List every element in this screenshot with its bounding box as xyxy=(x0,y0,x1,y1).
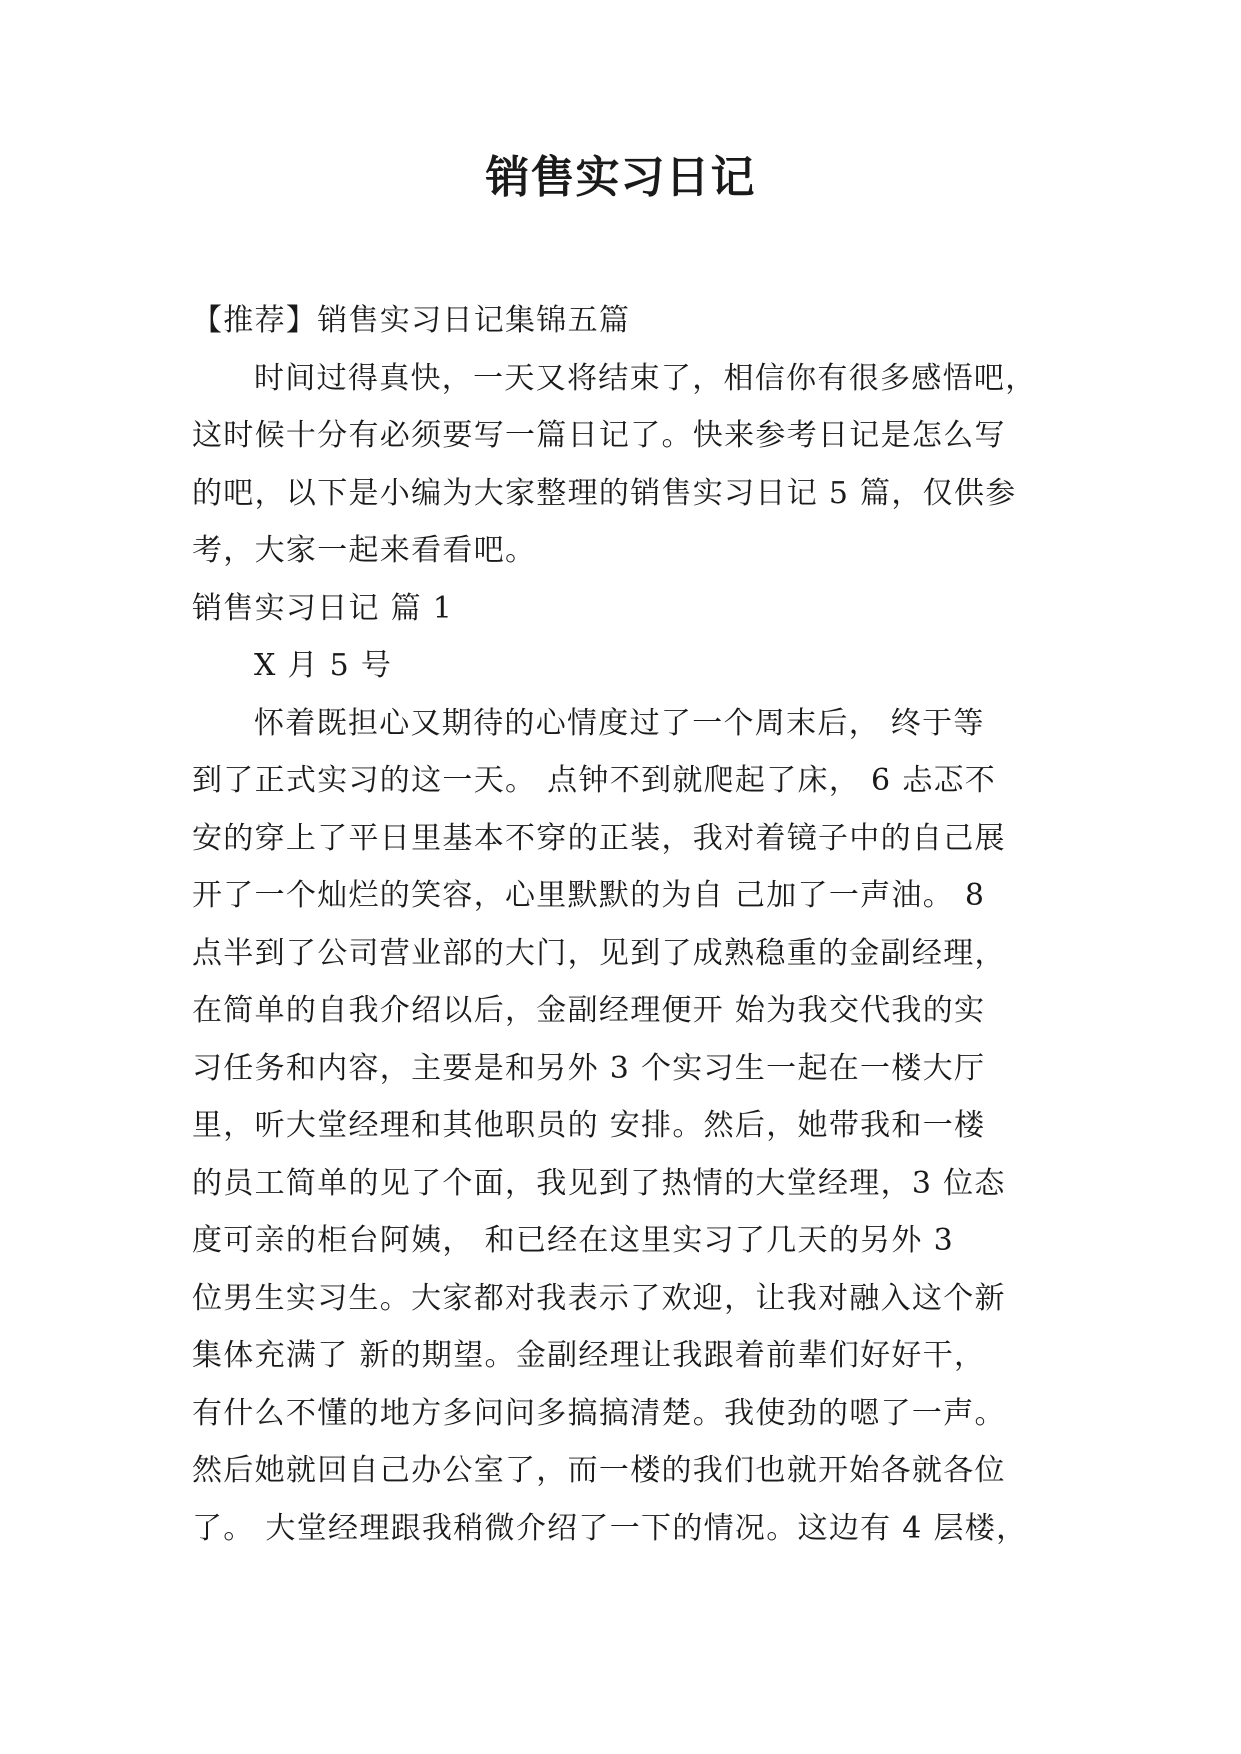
text-line: 然后她就回自己办公室了，而一楼的我们也就开始各就各位 xyxy=(192,1453,1006,1488)
text-line: X 月 5 号 xyxy=(254,648,393,683)
text-line: 开了一个灿烂的笑容，心里默默的为自 己加了一声油。 8 xyxy=(192,878,986,913)
text-line: 考，大家一起来看看吧。 xyxy=(192,533,537,568)
document-body xyxy=(192,292,1056,1557)
document-title: 销售实习日记 xyxy=(485,152,756,203)
text-line: 位男生实习生。大家都对我表示了欢迎，让我对融入这个新 xyxy=(192,1280,1006,1316)
text-line: 点半到了公司营业部的大门，见到了成熟稳重的金副经理， xyxy=(192,935,1006,971)
text-line: 怀着既担心又期待的心情度过了一个周末后， 终于等 xyxy=(254,705,985,741)
text-line: 到了正式实习的这一天。 点钟不到就爬起了床， 6 忐忑不 xyxy=(192,763,997,798)
text-line: 的员工简单的见了个面，我见到了热情的大堂经理，3 位态 xyxy=(192,1165,1006,1201)
text-line: 在简单的自我介绍以后，金副经理便开 始为我交代我的实 xyxy=(192,993,986,1028)
text-line: 安的穿上了平日里基本不穿的正装，我对着镜子中的自己展 xyxy=(192,820,1006,856)
text-line: 的吧，以下是小编为大家整理的销售实习日记 5 篇，仅供参 xyxy=(192,475,1017,511)
text-line: 集体充满了 新的期望。金副经理让我跟着前辈们好好干， xyxy=(192,1338,986,1373)
text-line: 【推荐】销售实习日记集锦五篇 xyxy=(192,303,631,338)
text-line: 习任务和内容，主要是和另外 3 个实习生一起在一楼大厅 xyxy=(192,1050,986,1086)
text-line: 度可亲的柜台阿姨， 和已经在这里实习了几天的另外 3 xyxy=(192,1223,954,1258)
text-line: 了。 大堂经理跟我稍微介绍了一下的情况。这边有 4 层楼， xyxy=(192,1510,1028,1546)
text-line: 这时候十分有必须要写一篇日记了。快来参考日记是怎么写 xyxy=(192,418,1006,453)
text-line: 有什么不懂的地方多问问多搞搞清楚。我使劲的嗯了一声。 xyxy=(192,1395,1006,1431)
text-line: 里，听大堂经理和其他职员的 安排。然后，她带我和一楼 xyxy=(192,1108,986,1143)
text-line: 时间过得真快，一天又将结束了，相信你有很多感悟吧， xyxy=(254,360,1037,396)
text-line: 销售实习日记 篇 1 xyxy=(192,590,454,626)
